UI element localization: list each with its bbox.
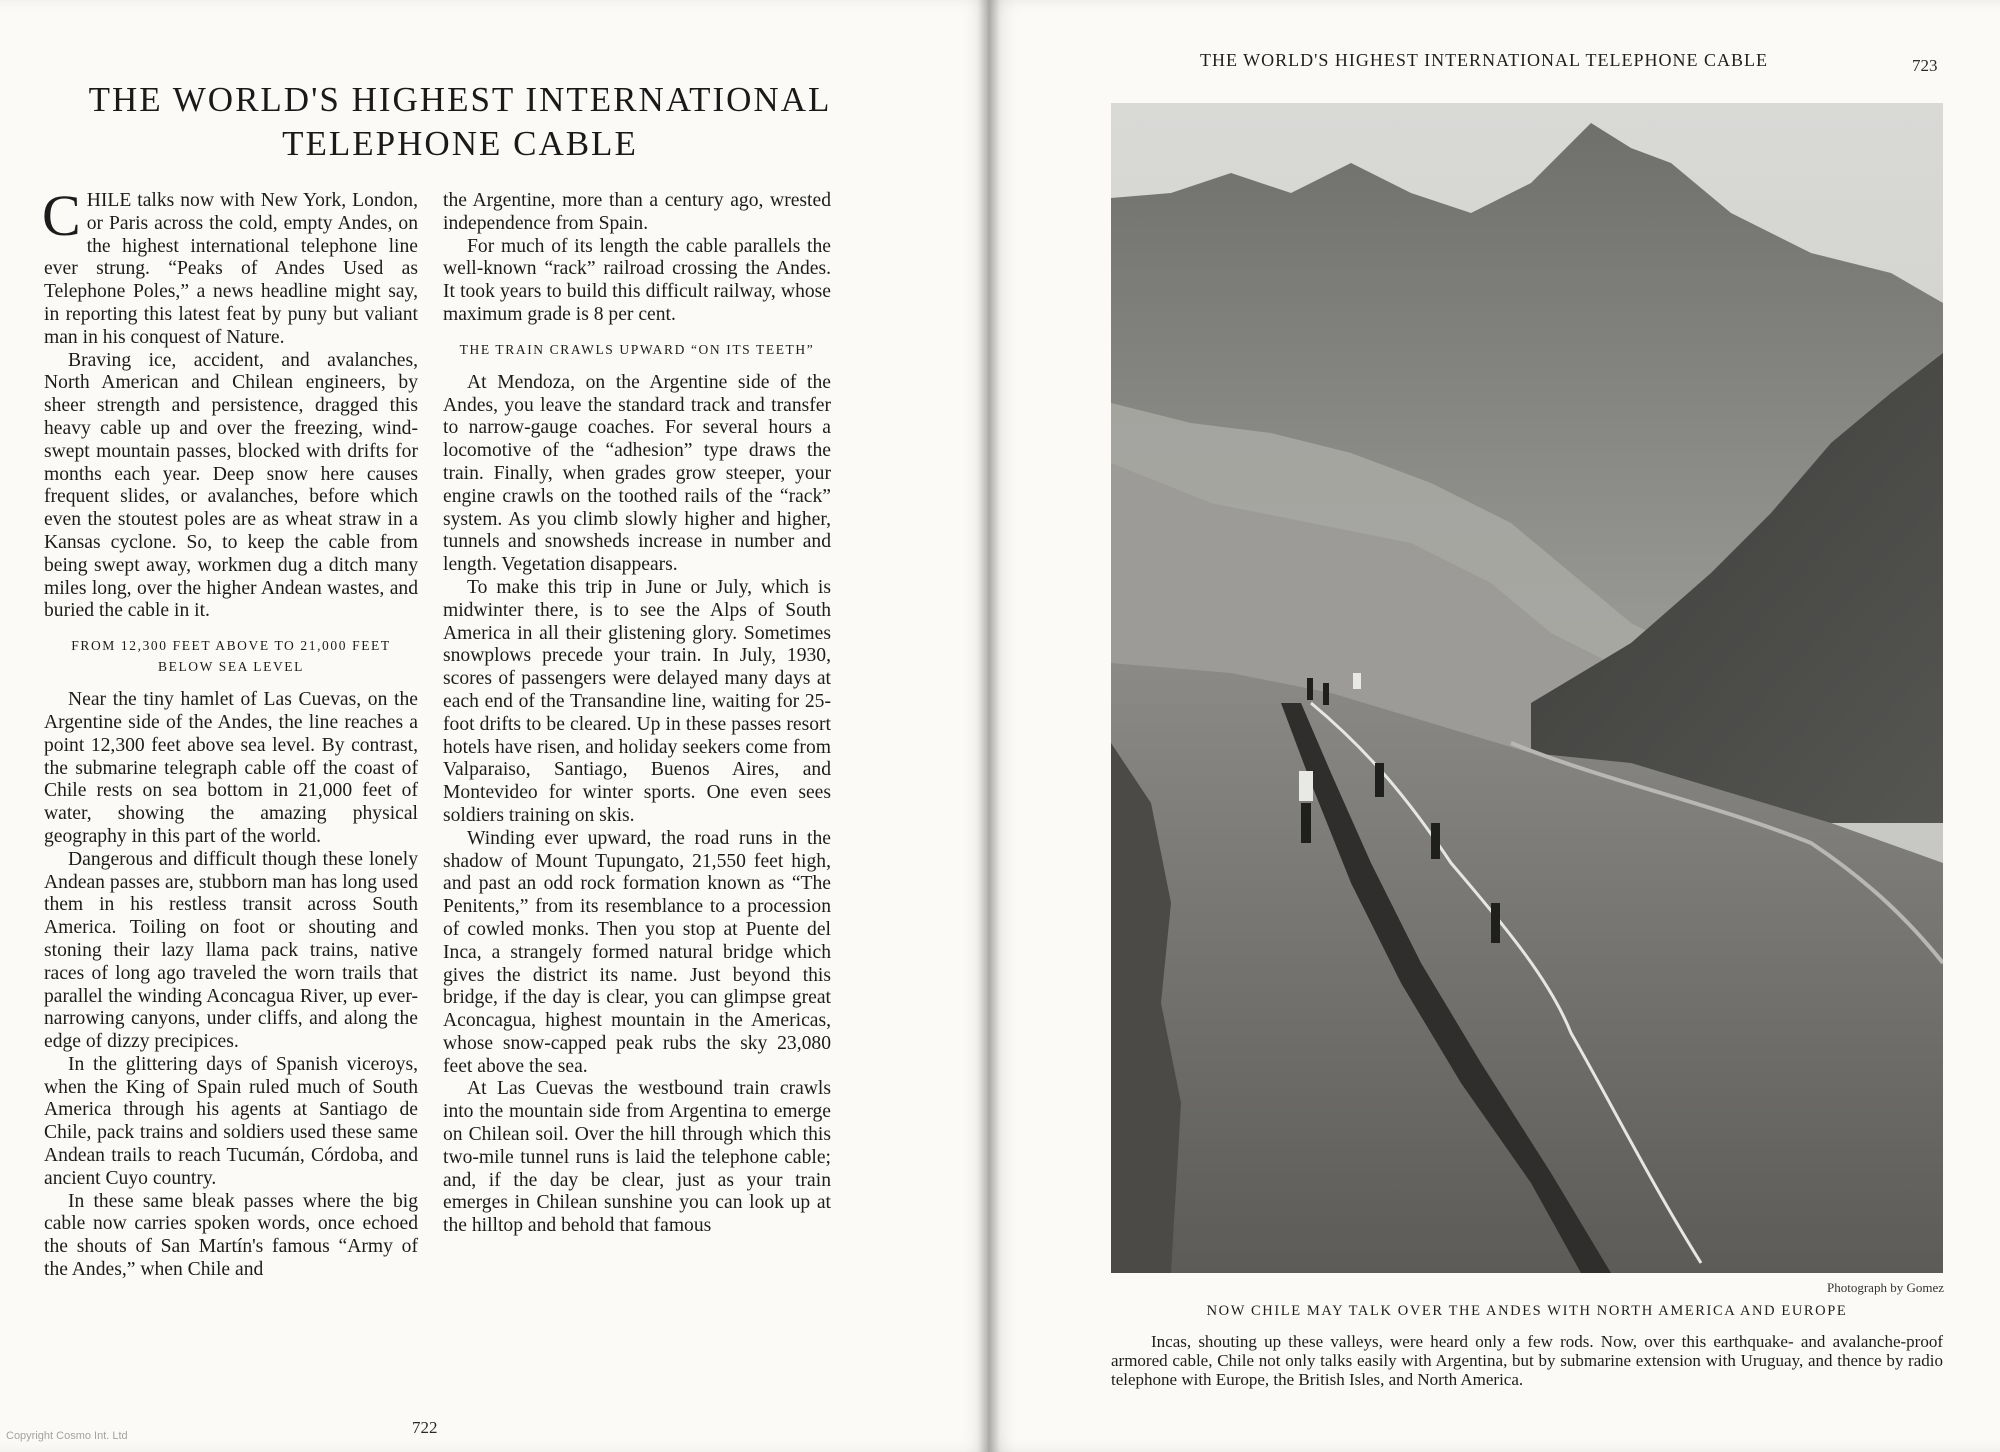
article-title-line1: THE WORLD'S HIGHEST INTERNATIONAL (88, 80, 832, 119)
paragraph: Near the tiny hamlet of Las Cuevas, on the Argentine side of the Andes, the line reaches a point 12,300 feet above sea level. By contrast, the submarine telegraph cable off the coast of Chile rests on sea bottom in 21,000 feet of water, showing the amazing physical geography in this part of the world. (44, 689, 418, 847)
paragraph: In these same bleak passes where the big cable now carries spoken words, once echoed the shouts of San Martín's famous “Army of the Andes,” when Chile and (44, 1190, 418, 1281)
paragraph: In the glittering days of Spanish viceroys, when the King of Spain ruled much of South America through his agents at Santiago de Chile, pack trains and soldiers used these same Andean trails to reach Tucumán, Córdoba, and ancient Cuyo country. (44, 1053, 418, 1189)
caption-body: Incas, shouting up these valleys, were heard only a few rods. Now, over this earthquake- and avalanche-proof armored cable, Chile not only talks easily with Argentina, but by submarine extension with Uruguay, and thence by radio telephone with Europe, the British Isles, and North America. (1111, 1332, 1943, 1389)
photo-credit: Photograph by Gomez (1827, 1280, 1944, 1295)
page-number-right: 723 (1912, 56, 1938, 75)
paragraph: Winding ever upward, the road runs in the shadow of Mount Tupungato, 21,550 feet high, and past an odd rock formation known as “The Penitents,” from its resemblance to a procession of cowled monks. Then you stop at Puente del Inca, a strangely formed natural bridge which gives the district its name. Just beyond this bridge, if the day is clear, you can glimpse great Aconcagua, highest mountain in the Americas, whose snow-capped peak rubs the sky 23,080 feet above the sea. (443, 827, 831, 1077)
book-gutter (978, 0, 1000, 1452)
paragraph: To make this trip in June or July, which is midwinter there, is to see the Alps of South America in all their glistening glory. Sometimes snowplows precede your train. In July, 1930, scores of passengers were delayed many days at each end of the Transandine line, waiting for 25-foot drifts to be cleared. Up in these passes resort hotels have risen, and holiday seekers come from Valparaiso, Santiago, Buenos Aires, and Montevideo for winter sports. One even sees soldiers training on skis. (443, 576, 831, 826)
section-subhead: FROM 12,300 FEET ABOVE TO 21,000 FEET BELOW SEA LEVEL (71, 638, 391, 675)
article-title (40, 78, 880, 166)
drop-cap: C (42, 183, 81, 248)
paragraph: For much of its length the cable parallels the well-known “rack” railroad crossing the Andes. It took years to build this difficult railway, whose maximum grade is 8 per cent. (443, 235, 831, 325)
copyright-watermark: Copyright Cosmo Int. Ltd (6, 1430, 128, 1442)
page-number-left: 722 (412, 1418, 438, 1437)
paragraph-text: HILE talks now with New York, London, or Paris across the cold, empty Andes, on the highest international telephone line ever strung. “Peaks of Andes Used as Telephone Poles,” a news headline might say, in reporting this latest feat by puny but valiant man in his conquest of Nature. (44, 190, 418, 348)
section-subhead: THE TRAIN CRAWLS UPWARD “ON ITS TEETH” (459, 341, 815, 357)
paragraph: the Argentine, more than a century ago, wrested independence from Spain. (443, 190, 831, 234)
caption-title: NOW CHILE MAY TALK OVER THE ANDES WITH NORTH AMERICA AND EUROPE (1206, 1303, 1848, 1319)
text-column-1 (42, 183, 418, 1282)
article-title-line2: TELEPHONE CABLE (282, 124, 638, 163)
paragraph (42, 183, 418, 350)
paragraph: At Mendoza, on the Argentine side of the Andes, you leave the standard track and transfer to narrow-gauge coaches. For several hours a locomotive of the “adhesion” type draws the train. Finally, when grades grow steeper, your engine crawls on the toothed rails of the “rack” system. As you climb slowly higher and higher, tunnels and snowsheds increase in number and length. Vegetation disappears. (443, 371, 831, 576)
left-page (0, 0, 988, 1452)
running-head: THE WORLD'S HIGHEST INTERNATIONAL TELEPHONE CABLE (1200, 50, 1769, 70)
paragraph: At Las Cuevas the westbound train crawls into the mountain side from Argentina to emerge on Chilean soil. Over the hill through which this two-mile tunnel runs is laid the telephone cable; and, if the day be clear, just as your train emerges in Chilean sunshine you can look up at the hilltop and behold that famous (443, 1078, 831, 1237)
mountain-photo (1111, 103, 1943, 1273)
paragraph: Dangerous and difficult though these lonely Andean passes are, stubborn man has long used them in his restless transit across South America. Toiling on foot or shouting and stoning their lazy llama pack trains, native races of long ago traveled the worn trails that parallel the winding Aconcagua River, up ever-narrowing canyons, under cliffs, and along the edge of dizzy precipices. (44, 848, 418, 1053)
paragraph: Braving ice, accident, and avalanches, North American and Chilean engineers, by sheer strength and persistence, dragged this heavy cable up and over the freezing, wind-swept mountain passes, blocked with drifts for months each year. Deep snow here causes frequent slides, or avalanches, before which even the stoutest poles are as wheat straw in a Kansas cyclone. So, to keep the cable from being swept away, workmen dug a ditch many miles long, over the higher Andean wastes, and buried the cable in it. (44, 349, 418, 622)
text-column-2 (443, 190, 831, 1238)
